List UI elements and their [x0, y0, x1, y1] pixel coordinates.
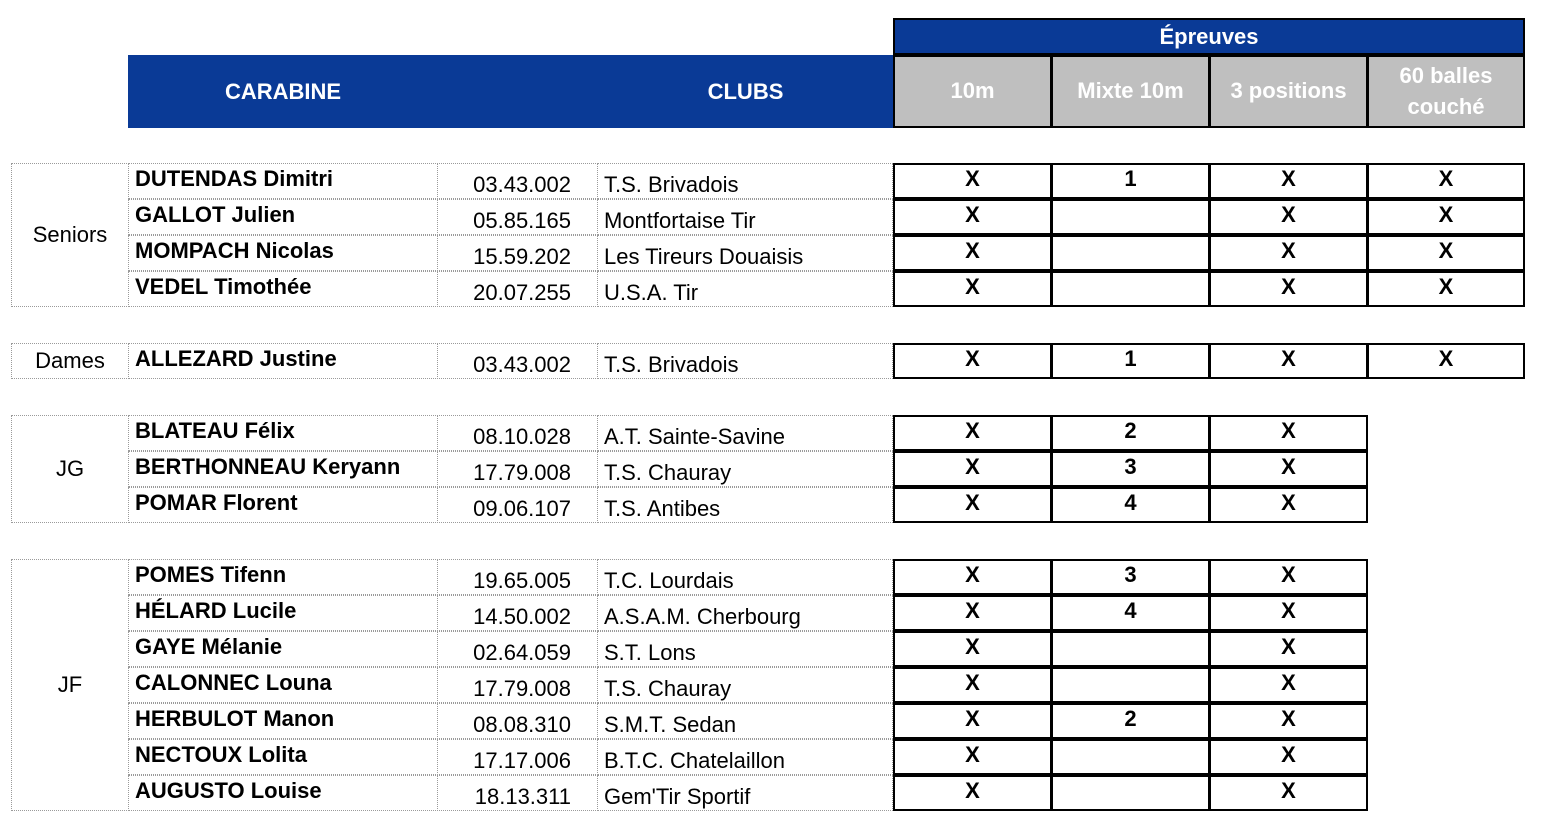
club-name: Montfortaise Tir	[597, 199, 893, 235]
club-name: S.T. Lons	[597, 631, 893, 667]
club-name: Gem'Tir Sportif	[597, 775, 893, 811]
club-name: A.S.A.M. Cherbourg	[597, 595, 893, 631]
event-entry-e10m: X	[893, 415, 1052, 451]
event-entry-mixte	[1051, 775, 1210, 811]
club-name: S.M.T. Sedan	[597, 703, 893, 739]
license-number: 08.08.310	[437, 703, 598, 739]
event-entry-mixte	[1051, 271, 1210, 307]
shooter-name: ALLEZARD Justine	[128, 343, 438, 379]
event-entry-pos3: X	[1209, 703, 1368, 739]
event-entry-e10m: X	[893, 163, 1052, 199]
license-number: 09.06.107	[437, 487, 598, 523]
license-number: 03.43.002	[437, 163, 598, 199]
event-entry-pos3: X	[1209, 451, 1368, 487]
event-entry-mixte: 2	[1051, 415, 1210, 451]
clubs-header: CLUBS	[438, 55, 893, 128]
event-entry-b60: X	[1367, 235, 1525, 271]
event-entry-e10m: X	[893, 451, 1052, 487]
license-number: 05.85.165	[437, 199, 598, 235]
event-entry-pos3: X	[1209, 595, 1368, 631]
shooter-name: POMAR Florent	[128, 487, 438, 523]
event-entry-e10m: X	[893, 739, 1052, 775]
event-entry-pos3: X	[1209, 667, 1368, 703]
category-label: JG	[11, 415, 129, 523]
event-header-10m: 10m	[893, 55, 1052, 128]
event-entry-e10m: X	[893, 559, 1052, 595]
license-number: 17.17.006	[437, 739, 598, 775]
event-entry-pos3: X	[1209, 415, 1368, 451]
event-entry-pos3: X	[1209, 739, 1368, 775]
event-entry-pos3: X	[1209, 559, 1368, 595]
event-entry-e10m: X	[893, 631, 1052, 667]
event-entry-b60: X	[1367, 271, 1525, 307]
category-label: JF	[11, 559, 129, 811]
shooter-name: CALONNEC Louna	[128, 667, 438, 703]
club-name: Les Tireurs Douaisis	[597, 235, 893, 271]
event-entry-pos3: X	[1209, 631, 1368, 667]
license-number: 20.07.255	[437, 271, 598, 307]
shooter-name: GAYE Mélanie	[128, 631, 438, 667]
event-entry-pos3: X	[1209, 775, 1368, 811]
event-entry-e10m: X	[893, 199, 1052, 235]
event-entry-e10m: X	[893, 487, 1052, 523]
event-entry-b60: X	[1367, 343, 1525, 379]
shooter-name: VEDEL Timothée	[128, 271, 438, 307]
event-entry-e10m: X	[893, 775, 1052, 811]
club-name: T.S. Chauray	[597, 451, 893, 487]
shooter-name: BLATEAU Félix	[128, 415, 438, 451]
event-entry-mixte: 3	[1051, 559, 1210, 595]
event-header-3-positions: 3 positions	[1209, 55, 1368, 128]
license-number: 14.50.002	[437, 595, 598, 631]
event-header-mixte-10m: Mixte 10m	[1051, 55, 1210, 128]
event-entry-mixte: 3	[1051, 451, 1210, 487]
license-number: 17.79.008	[437, 451, 598, 487]
event-entry-e10m: X	[893, 703, 1052, 739]
carabine-header: CARABINE	[128, 55, 438, 128]
event-entry-mixte	[1051, 667, 1210, 703]
license-number: 19.65.005	[437, 559, 598, 595]
event-entry-mixte: 4	[1051, 595, 1210, 631]
event-header-60-balles-couche: 60 balles couché	[1367, 55, 1525, 128]
event-entry-mixte: 4	[1051, 487, 1210, 523]
license-number: 17.79.008	[437, 667, 598, 703]
event-entry-pos3: X	[1209, 199, 1368, 235]
event-entry-mixte: 1	[1051, 343, 1210, 379]
event-entry-b60: X	[1367, 199, 1525, 235]
event-entry-e10m: X	[893, 595, 1052, 631]
shooter-name: NECTOUX Lolita	[128, 739, 438, 775]
event-entry-e10m: X	[893, 343, 1052, 379]
club-name: B.T.C. Chatelaillon	[597, 739, 893, 775]
club-name: T.S. Antibes	[597, 487, 893, 523]
club-name: T.S. Brivadois	[597, 343, 893, 379]
event-entry-mixte	[1051, 739, 1210, 775]
event-entry-pos3: X	[1209, 271, 1368, 307]
shooter-name: BERTHONNEAU Keryann	[128, 451, 438, 487]
license-number: 18.13.311	[437, 775, 598, 811]
shooter-name: DUTENDAS Dimitri	[128, 163, 438, 199]
event-entry-b60: X	[1367, 163, 1525, 199]
license-number: 03.43.002	[437, 343, 598, 379]
event-entry-pos3: X	[1209, 343, 1368, 379]
event-entry-pos3: X	[1209, 235, 1368, 271]
license-number: 08.10.028	[437, 415, 598, 451]
license-number: 02.64.059	[437, 631, 598, 667]
shooter-name: MOMPACH Nicolas	[128, 235, 438, 271]
event-entry-mixte	[1051, 235, 1210, 271]
category-label: Dames	[11, 343, 129, 379]
event-entry-mixte: 1	[1051, 163, 1210, 199]
license-number: 15.59.202	[437, 235, 598, 271]
event-entry-pos3: X	[1209, 163, 1368, 199]
event-entry-e10m: X	[893, 235, 1052, 271]
club-name: A.T. Sainte-Savine	[597, 415, 893, 451]
shooter-name: GALLOT Julien	[128, 199, 438, 235]
epreuves-header: Épreuves	[893, 18, 1525, 55]
shooter-name: HÉLARD Lucile	[128, 595, 438, 631]
club-name: T.S. Brivadois	[597, 163, 893, 199]
club-name: T.S. Chauray	[597, 667, 893, 703]
event-entry-mixte: 2	[1051, 703, 1210, 739]
category-label: Seniors	[11, 163, 129, 307]
shooter-name: POMES Tifenn	[128, 559, 438, 595]
event-entry-mixte	[1051, 199, 1210, 235]
event-entry-pos3: X	[1209, 487, 1368, 523]
shooter-name: AUGUSTO Louise	[128, 775, 438, 811]
event-entry-mixte	[1051, 631, 1210, 667]
event-entry-e10m: X	[893, 271, 1052, 307]
club-name: T.C. Lourdais	[597, 559, 893, 595]
event-entry-e10m: X	[893, 667, 1052, 703]
club-name: U.S.A. Tir	[597, 271, 893, 307]
shooter-name: HERBULOT Manon	[128, 703, 438, 739]
